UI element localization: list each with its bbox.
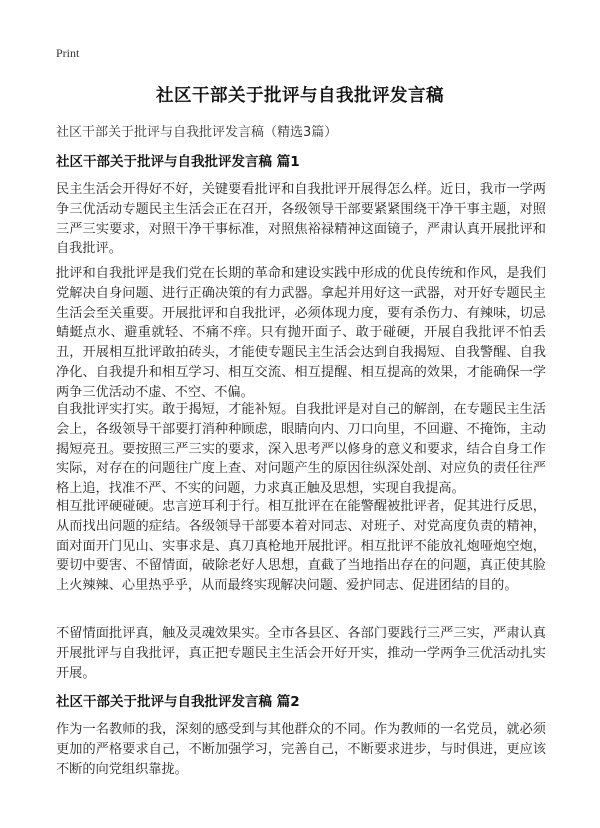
paragraph: 民主生活会开得好不好，关键要看批评和自我批评开展得怎么样。近日，我市一学两争三优活动专题民主生活会正在召开，各级领导干部要紧紧围绕干净干事主题，对照三严三实要求，对照干净干事标准，对照焦裕禄精神这面镜子，严肃认真开展批评和自我批评。: [56, 182, 546, 257]
paragraph: 相互批评硬碰硬。忠言逆耳利于行。相互批评在在能警醒被批评者，促其进行反思，从而找出问题的症结。各级领导干部要本着对同志、对班子、对党高度负责的精神，面对面开门见山、实事求是、真刀真枪地开展批评。相互批评不能放礼炮哑炮空炮，要切中要害、不留情面，破除老好人思想，直截了当地指出存在的问题，真正使其脸上火辣辣、心里热乎乎，从而最终实现解决问题、爱护同志、促进团结的目的。: [56, 499, 546, 594]
paragraph: 不留情面批评真，触及灵魂效果实。全市各县区、各部门要践行三严三实，严肃认真开展批评与自我批评，真正把专题民主生活会开好开实，推动一学两争三优活动扎实开展。: [56, 626, 546, 681]
page-title: 社区干部关于批评与自我批评发言稿: [156, 86, 444, 106]
paragraph: 作为一名教师的我，深刻的感受到与其他群众的不同。作为教师的一名党员，就必须更加的严格要求自己，不断加强学习，完善自己，不断要求进步，与时俱进，更应该不断的向党组织靠拢。: [56, 722, 546, 777]
document-subtitle: 社区干部关于批评与自我批评发言稿（精选3篇）: [56, 125, 338, 140]
section-heading-1: 社区干部关于批评与自我批评发言稿 篇1: [56, 154, 300, 170]
section-heading-2: 社区干部关于批评与自我批评发言稿 篇2: [56, 694, 300, 710]
print-link[interactable]: Print: [56, 46, 80, 60]
paragraph: 批评和自我批评是我们党在长期的革命和建设实践中形成的优良传统和作风，是我们党解决自身问题、进行正确决策的有力武器。拿起并用好这一武器，对开好专题民主生活会至关重要。开展批评和自我批评，必须体现力度，要有杀伤力、有辣味，切忌蜻蜓点水、避重就轻、不痛不痒。只有抛开面子、敢于碰硬，开展自我批评不怕丢丑，开展相互批评敢拍砖头，才能使专题民主生活会达到自我揭短、自我警醒、自我净化、自我提升和相互学习、相互交流、相互提醒、相互提高的效果，才能确保一学两争三优活动不虚、不空、不偏。: [56, 266, 546, 400]
paragraph: 自我批评实打实。敢于揭短，才能补短。自我批评是对自己的解剖，在专题民主生活会上，各级领导干部要打消种种顾虑，眼睛向内、刀口向里，不回避、不掩饰，主动揭短亮丑。要按照三严三实的要求，深入思考严以修身的意义和要求，结合自身工作实际，对存在的问题往广度上查、对问题产生的原因往纵深处剖、对应负的责任往严格上追，找准不严、不实的问题，力求真正触及思想，实现自我提高。: [56, 402, 546, 497]
